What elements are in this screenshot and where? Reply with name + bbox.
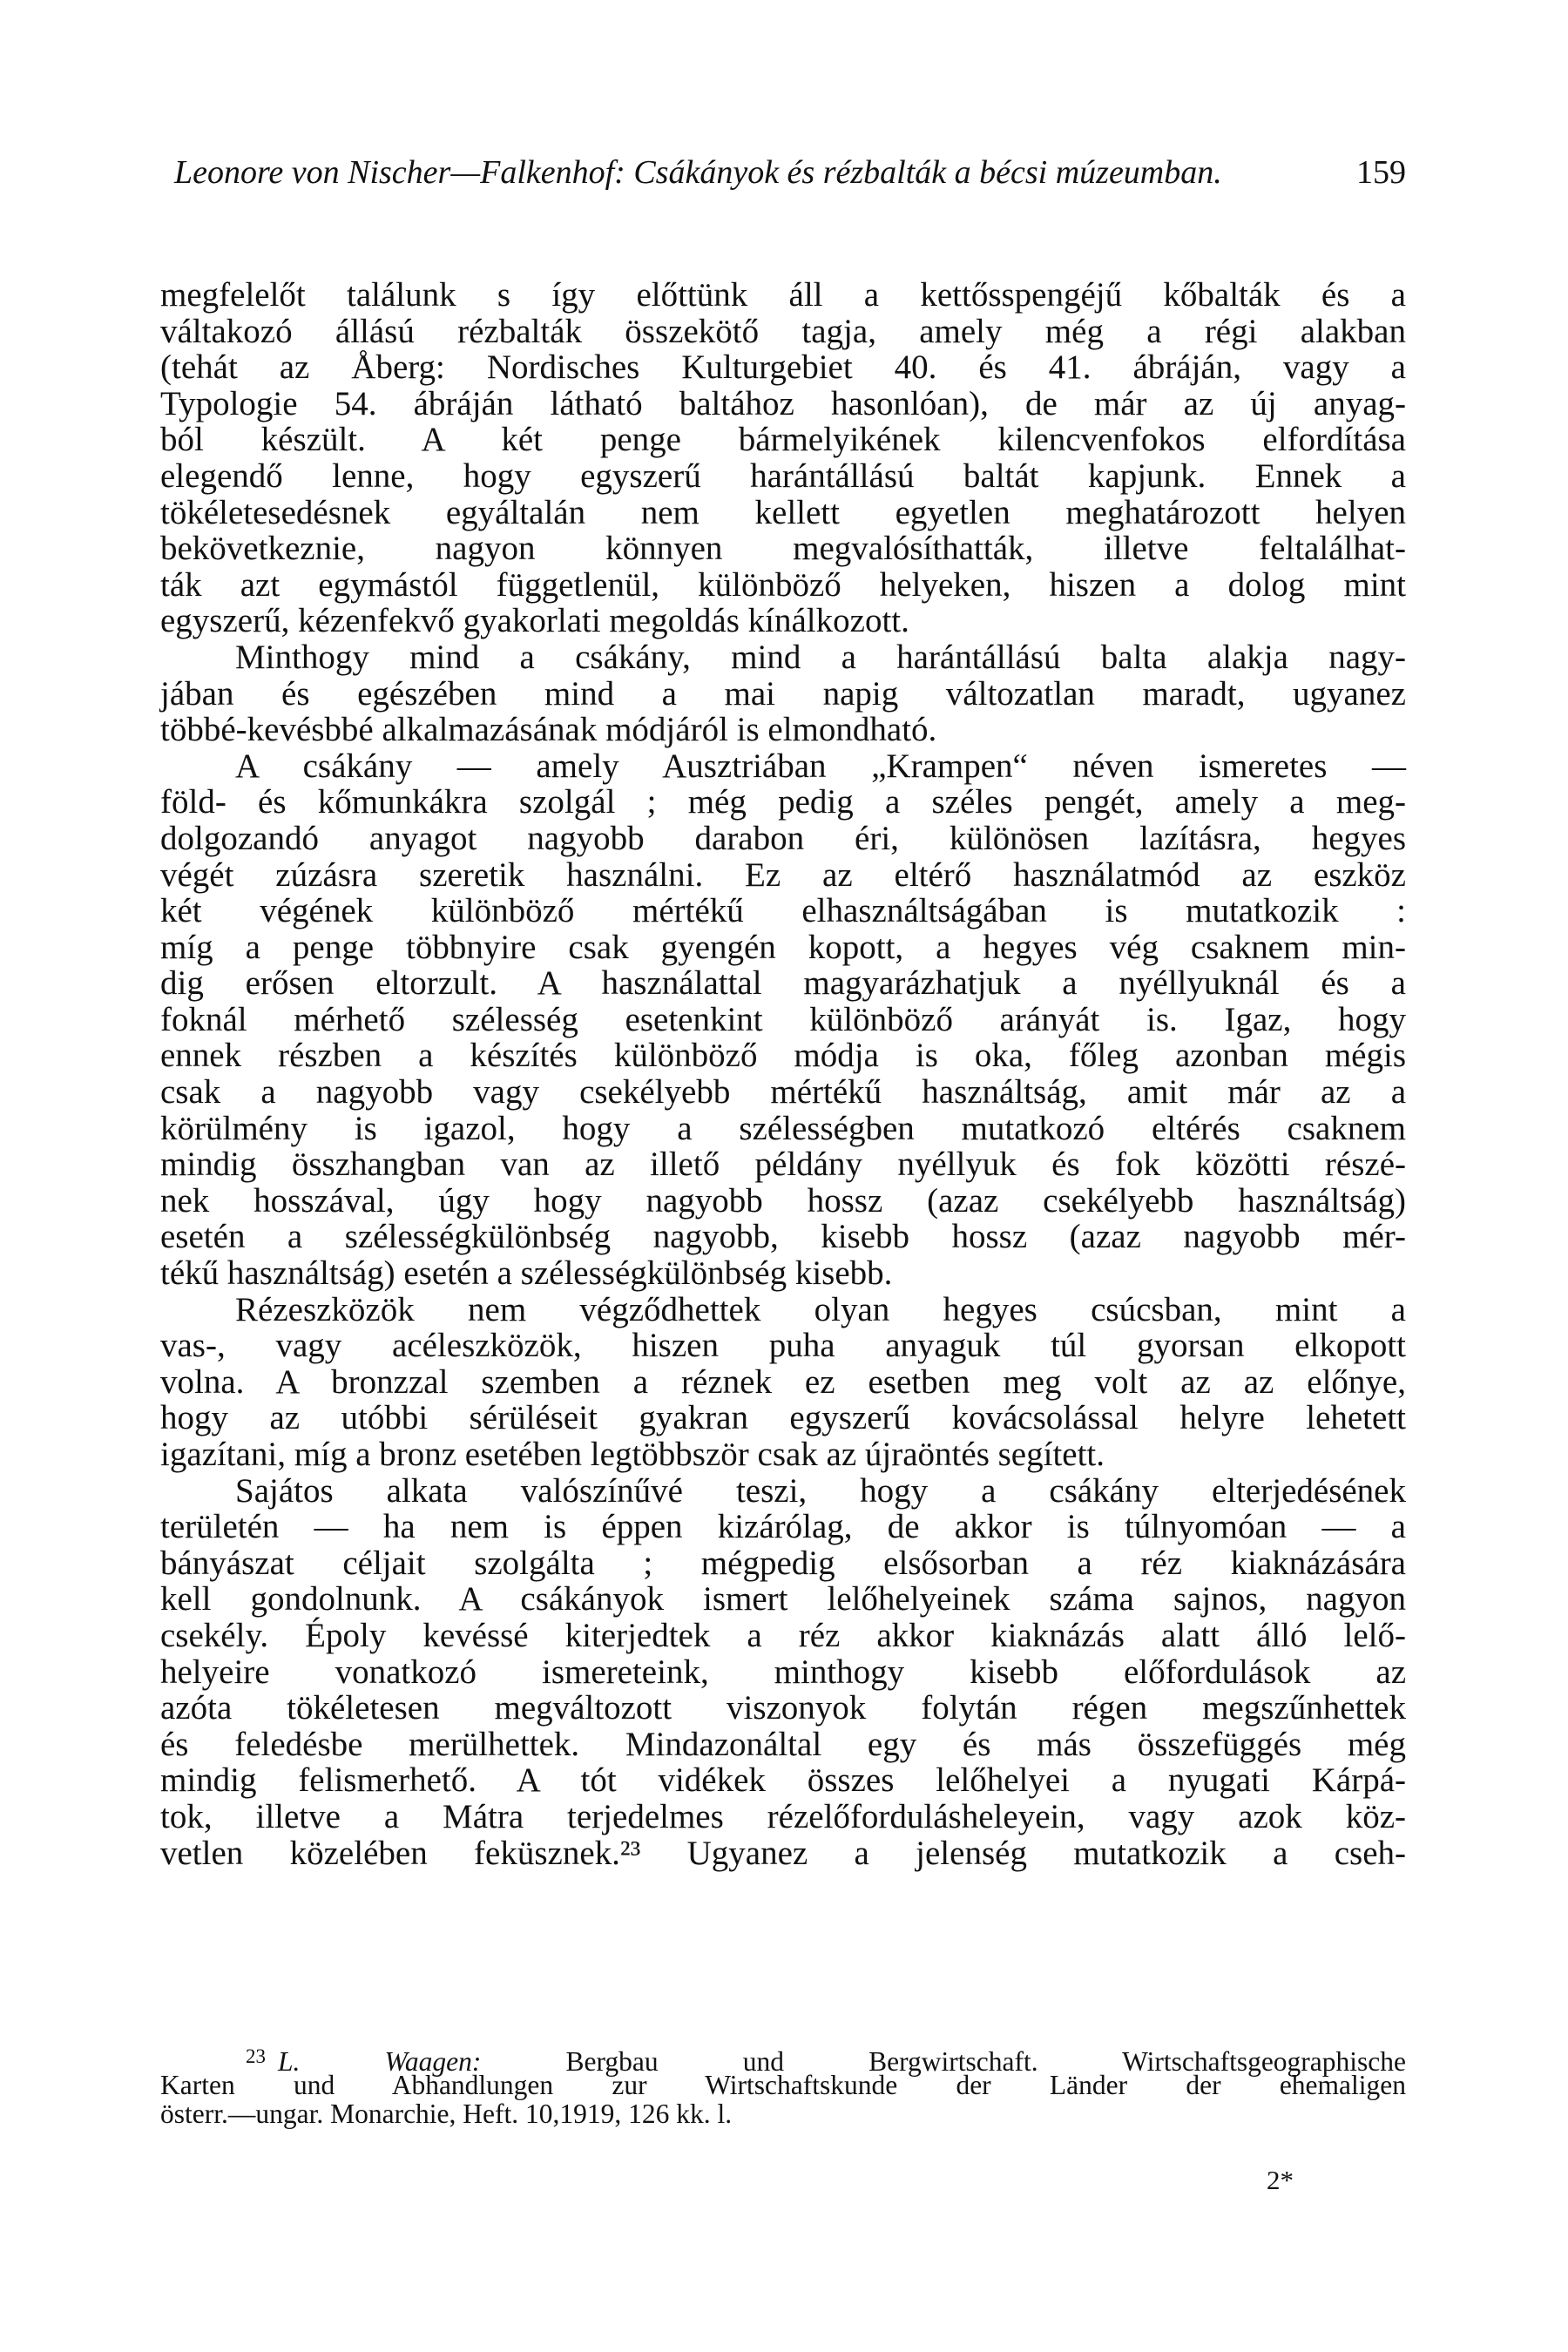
body-line: körülmény is igazol, hogy a szélességben mutatkozó eltérés csaknem bbox=[160, 1109, 1406, 1147]
body-line: (tehát az Åberg: Nordisches Kulturgebiet 40. és 41. ábráján, vagy a bbox=[160, 348, 1406, 387]
body-line: bekövetkeznie, nagyon könnyen megvalósíthatták, illetve feltalálhat- bbox=[160, 530, 1406, 568]
footnote-author: L. Waagen: bbox=[278, 2046, 482, 2077]
body-line: bányászat céljait szolgálta ; mégpedig elsősorban a réz kiaknázására bbox=[160, 1544, 1406, 1582]
body-line: két végének különböző mértékű elhasználtságában is mutatkozik : bbox=[160, 892, 1406, 930]
body-line: váltakozó állású rézbalták összekötő tagja, amely még a régi alakban bbox=[160, 312, 1406, 350]
body-line: ták azt egymástól függetlenül, különböző helyeken, hiszen a dolog mint bbox=[160, 565, 1406, 604]
body-text bbox=[160, 277, 1406, 1871]
body-line: foknál mérhető szélesség esetenkint különböző arányát is. Igaz, hogy bbox=[160, 1000, 1406, 1038]
body-line: jában és egészében mind a mai napig változatlan maradt, ugyanez bbox=[160, 674, 1406, 713]
running-head-title: Leonore von Nischer—Falkenhof: Csákányok és rézbalták a bécsi múzeumban. bbox=[174, 154, 1222, 191]
body-line: és feledésbe merülhettek. Mindazonáltal egy és más összefüggés még bbox=[160, 1725, 1406, 1763]
body-line: Rézeszközök nem végződhettek olyan hegyes csúcsban, mint a bbox=[235, 1290, 1406, 1328]
footnote-marker: 23 bbox=[246, 2045, 266, 2067]
body-line: volna. A bronzzal szemben a réznek ez esetben meg volt az az előnye, bbox=[160, 1362, 1406, 1401]
body-line: vas-, vagy acéleszközök, hiszen puha anyaguk túl gyorsan elkopott bbox=[160, 1327, 1406, 1365]
body-line: megfelelőt találunk s így előttünk áll a kettősspengéjű kőbalták és a bbox=[160, 276, 1406, 314]
body-line: vetlen közelében feküsznek.²³ Ugyanez a jelenség mutatkozik a cseh- bbox=[160, 1834, 1406, 1872]
body-line: hogy az utóbbi sérüléseit gyakran egyszerű kovácsolással helyre lehetett bbox=[160, 1399, 1406, 1437]
body-line: végét zúzásra szeretik használni. Ez az eltérő használatmód az eszköz bbox=[160, 855, 1406, 894]
body-line: dig erősen eltorzult. A használattal magyarázhatjuk a nyéllyuknál és a bbox=[160, 964, 1406, 1003]
footnotes bbox=[160, 2042, 1406, 2128]
body-line: mindig összhangban van az illető példány nyéllyuk és fok közötti részé- bbox=[160, 1146, 1406, 1184]
body-line: kell gondolnunk. A csákányok ismert lelőhelyeinek száma sajnos, nagyon bbox=[160, 1580, 1406, 1619]
body-line: nek hosszával, úgy hogy nagyobb hossz (azaz csekélyebb használtság) bbox=[160, 1181, 1406, 1220]
body-line: ennek részben a készítés különböző módja is oka, főleg azonban mégis bbox=[160, 1037, 1406, 1075]
running-head bbox=[159, 148, 1406, 197]
body-line: Typologie 54. ábráján látható baltához hasonlóan), de már az új anyag- bbox=[160, 384, 1406, 422]
body-line: helyeire vonatkozó ismereteink, minthogy kisebb előfordulások az bbox=[160, 1652, 1406, 1691]
body-line: többé-kevésbbé alkalmazásának módjáról is elmondható. bbox=[160, 711, 937, 749]
body-line: dolgozandó anyagot nagyobb darabon éri, különösen lazításra, hegyes bbox=[160, 819, 1406, 857]
body-line: esetén a szélességkülönbség nagyobb, kisebb hossz (azaz nagyobb mér- bbox=[160, 1218, 1406, 1256]
body-line: míg a penge többnyire csak gyengén kopott, a hegyes vég csaknem min- bbox=[160, 928, 1406, 966]
body-line: tékű használtság) esetén a szélességkülönbség kisebb. bbox=[160, 1254, 893, 1293]
body-line: csekély. Époly kevéssé kiterjedtek a réz akkor kiaknázás alatt álló lelő- bbox=[160, 1616, 1406, 1654]
body-line: egyszerű, kézenfekvő gyakorlati megoldás kínálkozott. bbox=[160, 602, 909, 640]
body-line: föld- és kőmunkákra szolgál ; még pedig a széles pengét, amely a meg- bbox=[160, 783, 1406, 821]
body-line: Minthogy mind a csákány, mind a harántállású balta alakja nagy- bbox=[235, 638, 1406, 676]
footnote-line: österr.—ungar. Monarchie, Heft. 10,1919, 126 kk. l. bbox=[160, 2099, 733, 2129]
body-line: Sajátos alkata valószínűvé teszi, hogy a csákány elterjedésének bbox=[235, 1471, 1406, 1510]
body-line: ból készült. A két penge bármelyikének kilencvenfokos elfordítása bbox=[160, 421, 1406, 459]
body-line: A csákány — amely Ausztriában „Krampen“ néven ismeretes — bbox=[235, 747, 1406, 785]
body-line: azóta tökéletesen megváltozott viszonyok folytán régen megszűnhettek bbox=[160, 1689, 1406, 1727]
footnote-line: Karten und Abhandlungen zur Wirtschaftskunde der Länder der ehemaligen bbox=[160, 2070, 1406, 2100]
body-line: tökéletesedésnek egyáltalán nem kellett egyetlen meghatározott helyen bbox=[160, 493, 1406, 531]
body-line: igazítani, míg a bronz esetében legtöbbször csak az újraöntés segített. bbox=[160, 1436, 1105, 1473]
body-line: tok, illetve a Mátra terjedelmes rézelőfordulásheleyein, vagy azok köz- bbox=[160, 1797, 1406, 1835]
body-line: elegendő lenne, hogy egyszerű harántállású baltát kapjunk. Ennek a bbox=[160, 456, 1406, 495]
body-line: területén — ha nem is éppen kizárólag, de akkor is túlnyomóan — a bbox=[160, 1508, 1406, 1546]
body-line: mindig felismerhető. A tót vidékek összes lelőhelyei a nyugati Kárpá- bbox=[160, 1761, 1406, 1800]
body-line: csak a nagyobb vagy csekélyebb mértékű használtság, amit már az a bbox=[160, 1073, 1406, 1112]
signature-mark: 2* bbox=[1267, 2165, 1294, 2195]
footnote-text: Bergbau und Bergwirtschaft. Wirtschaftsgeographische bbox=[565, 2046, 1406, 2077]
footnote-line bbox=[160, 2042, 1406, 2077]
page-number: 159 bbox=[1356, 154, 1406, 191]
